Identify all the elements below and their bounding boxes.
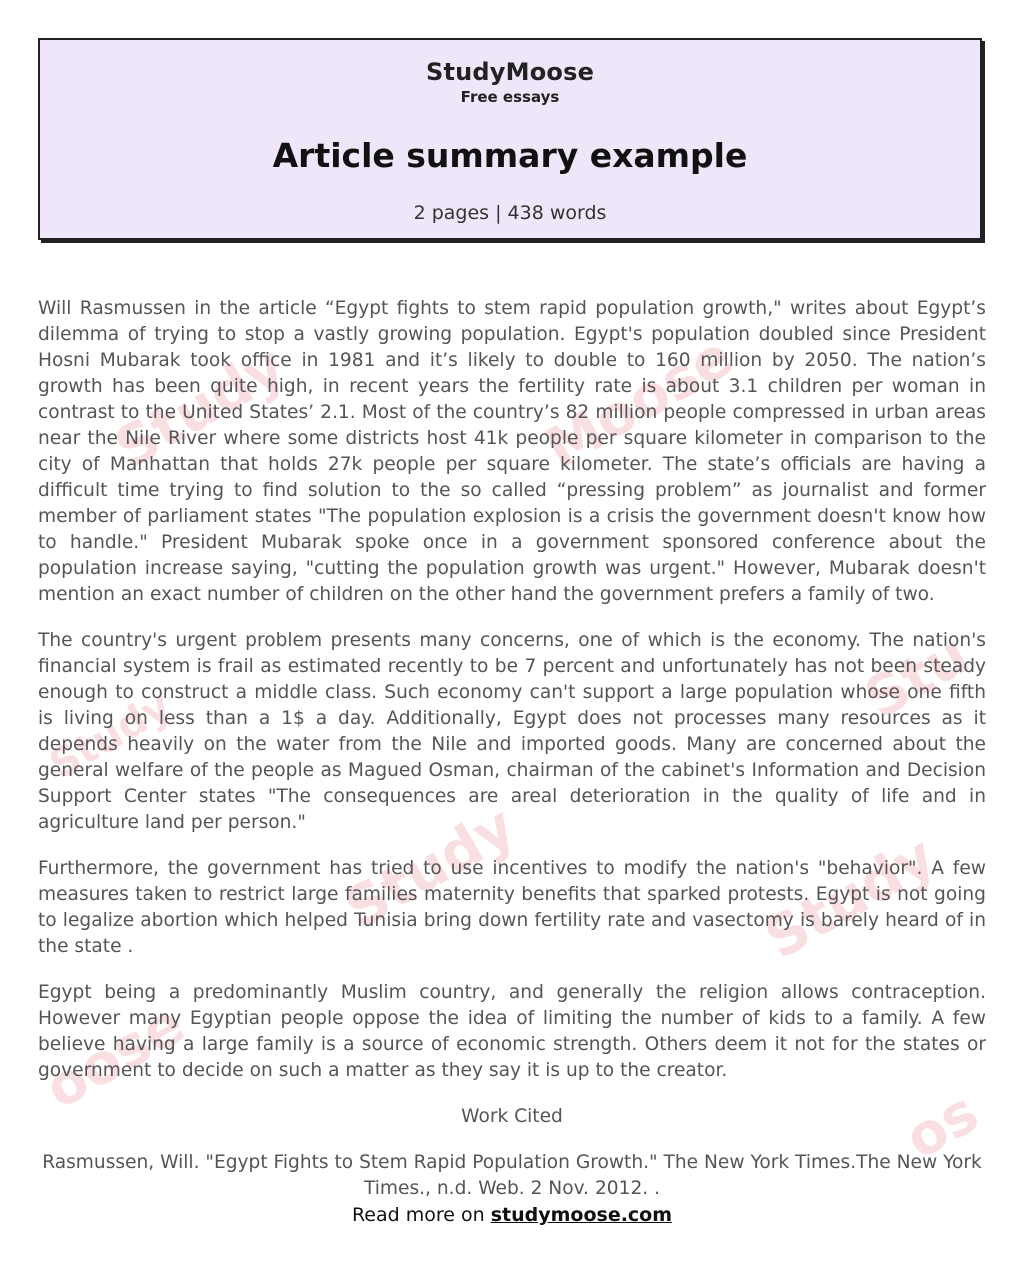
brand-logo[interactable]: StudyMoose	[425, 58, 595, 86]
read-more-prefix: Read more on	[351, 1204, 491, 1226]
watermark-mark: Moose	[534, 323, 744, 483]
citation: Rasmussen, Will. "Egypt Fights to Stem Rapid Population Growth." The New York Times.The New York Times., n.d. Web. 2 Nov. 2012. .	[42, 1152, 982, 1199]
paragraph-2: The country's urgent problem presents many concerns, one of which is the economy. The nation's financial system is frail as estimated recently to be 7 percent and unfortunately has not been steady enough to construct a middle class. Such economy can't support a large population whose one fifth is living on less than a 1$ a day. Additionally, Egypt does not processes many resources as it depends heavily on the water from the Nile and imported goods. Many are concerned about the general welfare of the people as Magued Osman, chairman of the cabinet's Information and Decision Support Center states "The consequences are areal deterioration in the quality of life and in agriculture land per person."	[38, 630, 986, 833]
watermark-mark: Study	[42, 683, 179, 789]
essay-body	[38, 296, 986, 1222]
watermark-mark: Study	[104, 334, 296, 483]
watermark-mark: oose	[34, 991, 196, 1123]
document-meta: 2 pages | 438 words	[413, 202, 607, 224]
paragraph-3: Furthermore, the government has tried to use incentives to modify the nation's "behavior". A few measures taken to restrict large families maternity benefits that sparked protests. Egypt is not going to legalize abortion which helped Tunisia bring down fertility rate and vasectomy is barely heard of in the state .	[38, 858, 986, 957]
page-title: Article summary example	[272, 136, 748, 175]
watermark-mark: Study	[754, 824, 946, 973]
read-more-footer	[0, 1204, 1024, 1226]
studymoose-link[interactable]: studymoose.com	[490, 1204, 673, 1226]
work-cited-heading: Work Cited	[461, 1106, 563, 1127]
watermark-mark: os	[894, 1079, 990, 1173]
watermark-mark: Study	[334, 794, 526, 943]
paragraph-4: Egypt being a predominantly Muslim country, and generally the religion allows contraception. However many Egyptian people oppose the idea of limiting the number of kids to a family. A few believe having a large family is a source of economic strength. Others deem it not for the states or government to decide on such a matter as they say it is up to the creator.	[38, 982, 986, 1081]
watermark-mark: Stu	[854, 622, 980, 733]
document-header	[38, 38, 982, 240]
paragraph-1: Will Rasmussen in the article “Egypt fights to stem rapid population growth," writes about Egypt’s dilemma of trying to stop a vastly growing population. Egypt's population doubled since President Hosni Mubarak took office in 1981 and it’s likely to double to 160 million by 2050. The nation’s growth has been quite high, in recent years the fertility rate is about 3.1 children per woman in contrast to the United States’ 2.1. Most of the country’s 82 million people compressed in urban areas near the Nile River where some districts host 41k people per square kilometer in comparison to the city of Manhattan that holds 27k people per square kilometer. The state’s officials are having a difficult time trying to find solution to the so called “pressing problem” as journalist and former member of parliament states "The population explosion is a crisis the government doesn't know how to handle." President Mubarak spoke once in a government sponsored conference about the population increase saying, "cutting the population growth was urgent." However, Mubarak doesn't mention an exact number of children on the other hand the government prefers a family of two.	[38, 298, 986, 605]
brand-tagline: Free essays	[460, 88, 560, 106]
